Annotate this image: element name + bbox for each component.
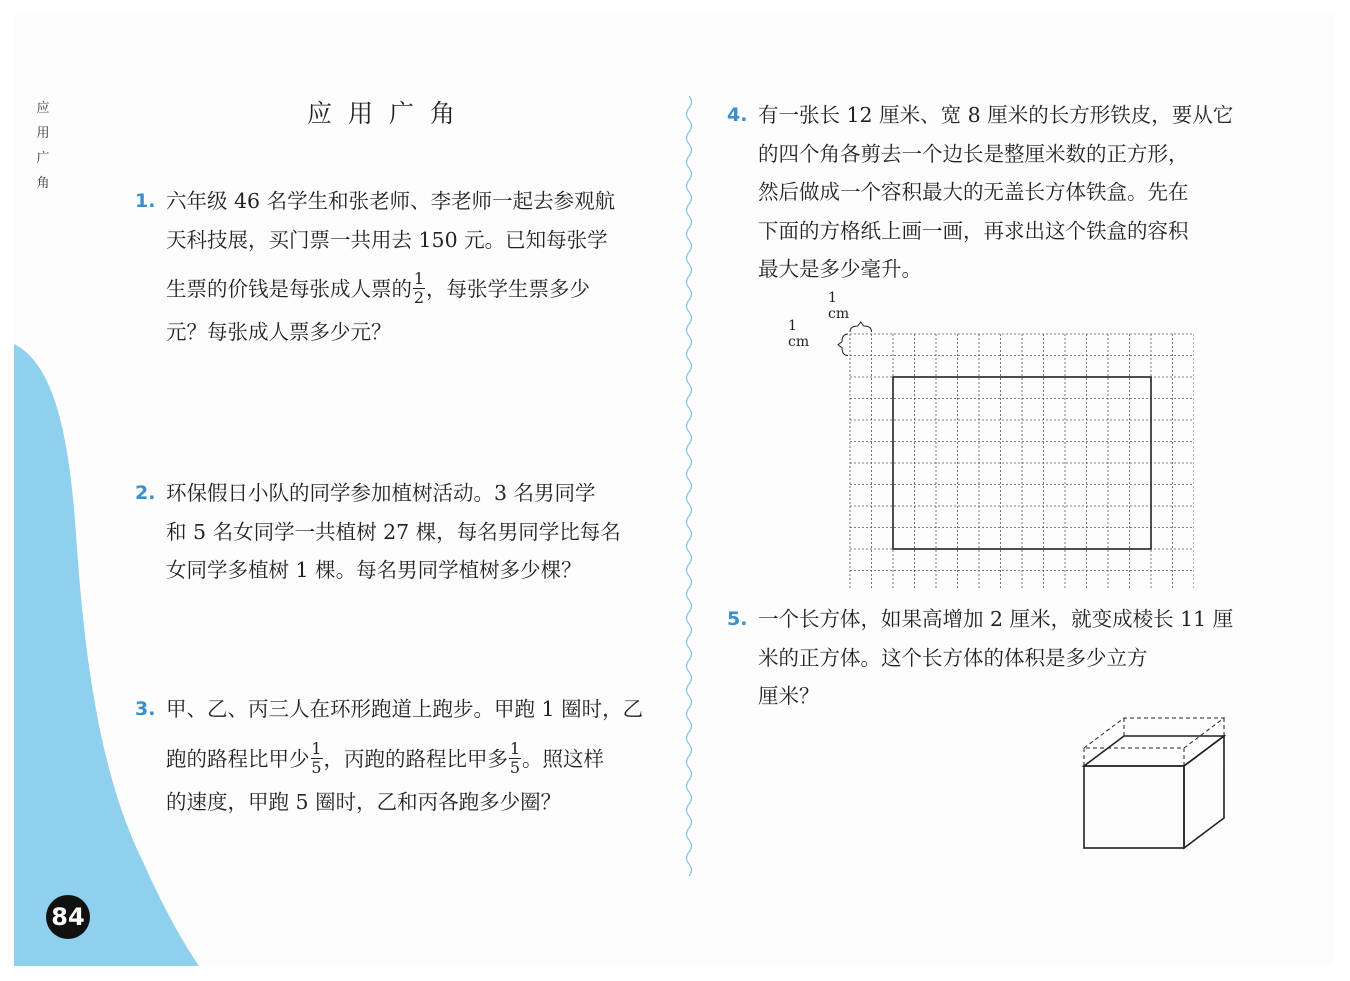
cuboid-figure bbox=[1074, 714, 1234, 854]
problem-text: ，每张学生票多少 bbox=[426, 277, 590, 301]
side-char: 广 bbox=[36, 151, 50, 166]
problem-4 bbox=[727, 96, 1248, 289]
problem-line: 元？每张成人票多少元？ bbox=[166, 320, 392, 344]
problem-line: 米的正方体。这个长方体的体积是多少立方 bbox=[758, 645, 1148, 670]
brace-top bbox=[850, 322, 872, 332]
problem-line: 的速度，甲跑 5 圈时，乙和丙各跑多少圈？ bbox=[166, 789, 562, 814]
problem-line: 甲、乙、丙三人在环形跑道上跑步。甲跑 1 圈时，乙 bbox=[166, 697, 644, 721]
problem-line: 环保假日小队的同学参加植树活动。3 名男同学 bbox=[166, 481, 596, 505]
fraction-numerator: 1 bbox=[413, 269, 425, 288]
problem-2 bbox=[135, 474, 656, 590]
problem-number: 2. bbox=[135, 482, 156, 504]
problem-line: 女同学多植树 1 棵。每名男同学植树多少棵？ bbox=[166, 558, 582, 582]
workbook-page bbox=[14, 14, 1334, 966]
problem-5 bbox=[727, 600, 1248, 716]
problem-line: 最大是多少毫升。 bbox=[758, 257, 922, 281]
fraction-denominator: 2 bbox=[413, 288, 425, 307]
problem-text: 跑的路程比甲少 bbox=[166, 746, 310, 771]
problem-number: 1. bbox=[135, 190, 156, 212]
cuboid-side-face bbox=[1184, 736, 1224, 848]
wavy-divider bbox=[682, 96, 696, 876]
problem-1 bbox=[135, 182, 656, 352]
fraction bbox=[413, 270, 425, 307]
problem-line: 和 5 名女同学一共植树 27 棵，每名男同学比每名 bbox=[166, 519, 621, 544]
fraction-numerator: 1 bbox=[509, 738, 521, 758]
fraction bbox=[509, 740, 521, 777]
problem-number: 5. bbox=[727, 608, 748, 630]
problem-line: 六年级 46 名学生和张老师、李老师一起去参观航 bbox=[166, 189, 616, 213]
fraction bbox=[311, 740, 323, 777]
problem-number: 4. bbox=[727, 104, 748, 126]
side-section-label bbox=[34, 96, 52, 196]
problem-text: ，丙跑的路程比甲多 bbox=[323, 746, 508, 771]
grid-label-left: 1 cm bbox=[788, 318, 810, 350]
fraction-numerator: 1 bbox=[311, 738, 322, 758]
page-number: 84 bbox=[46, 895, 90, 939]
problem-line-with-fraction bbox=[166, 259, 656, 319]
problem-3 bbox=[135, 690, 656, 821]
fraction-denominator: 5 bbox=[509, 757, 521, 777]
problem-line: 一个长方体，如果高增加 2 厘米，就变成棱长 11 厘 bbox=[758, 607, 1234, 631]
fraction-denominator: 5 bbox=[311, 757, 322, 777]
problem-line: 厘米？ bbox=[758, 684, 820, 708]
grid-label-top: 1 cm bbox=[828, 290, 850, 322]
cuboid-dashed-top bbox=[1084, 718, 1224, 748]
side-char: 角 bbox=[36, 176, 50, 191]
problem-line: 下面的方格纸上画一画，再求出这个铁盒的容积 bbox=[758, 218, 1189, 243]
page-title: 应用广角 bbox=[306, 99, 471, 128]
problem-line: 天科技展，买门票一共用去 150 元。已知每张学 bbox=[166, 227, 608, 252]
side-char: 应 bbox=[36, 101, 50, 116]
side-char: 用 bbox=[36, 126, 50, 141]
problem-text: 。照这样 bbox=[522, 746, 604, 771]
problem-line-with-fraction bbox=[166, 729, 656, 789]
problem-text: 生票的价钱是每张成人票的 bbox=[166, 277, 412, 301]
problem-line: 有一张长 12 厘米、宽 8 厘米的长方形铁皮，要从它 bbox=[758, 103, 1234, 127]
problem-line: 的四个角各剪去一个边长是整厘米数的正方形， bbox=[758, 141, 1189, 166]
brace-left bbox=[838, 334, 848, 356]
grid-drawing bbox=[774, 290, 1194, 590]
problem-number: 3. bbox=[135, 698, 156, 720]
problem-line: 然后做成一个容积最大的无盖长方体铁盒。先在 bbox=[758, 180, 1189, 204]
cuboid-front-face bbox=[1084, 766, 1184, 848]
